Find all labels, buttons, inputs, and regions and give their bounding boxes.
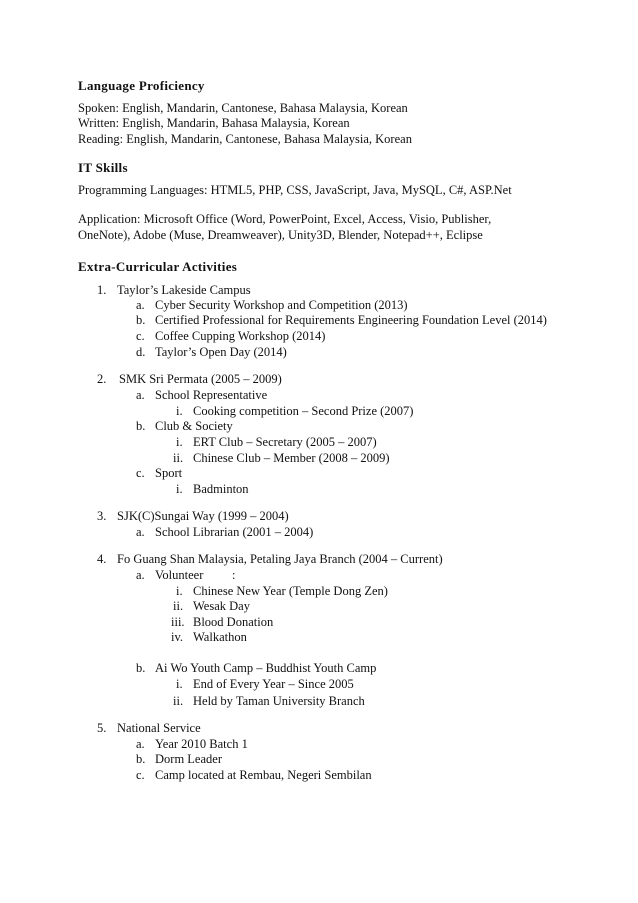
list-item: End of Every Year – Since 2005 (193, 677, 354, 691)
list-marker: i. (176, 584, 183, 598)
list-marker: b. (136, 752, 146, 766)
list-item: Wesak Day (193, 599, 250, 613)
list-item: ERT Club – Secretary (2005 – 2007) (193, 435, 377, 449)
programming-line: Programming Languages: HTML5, PHP, CSS, JavaScript, Java, MySQL, C#, ASP.Net (78, 183, 512, 197)
list-item-title: SJK(C)Sungai Way (1999 – 2004) (117, 509, 289, 523)
list-marker: c. (136, 329, 145, 343)
list-marker: ii. (173, 599, 184, 613)
list-item: Taylor’s Open Day (2014) (155, 345, 287, 359)
list-marker: i. (176, 677, 183, 691)
it-heading: IT Skills (78, 160, 128, 175)
list-marker: c. (136, 768, 145, 782)
application-line-2: OneNote), Adobe (Muse, Dreamweaver), Unity3D, Blender, Notepad++, Eclipse (78, 228, 483, 242)
list-item-title: Taylor’s Lakeside Campus (117, 283, 251, 297)
list-marker: a. (136, 388, 145, 402)
list-marker: i. (176, 482, 183, 496)
list-marker: iv. (171, 630, 184, 644)
list-item: Year 2010 Batch 1 (155, 737, 248, 751)
list-item: Sport (155, 466, 183, 480)
list-item: Dorm Leader (155, 752, 222, 766)
list-number: 2. (97, 372, 107, 386)
list-marker: b. (136, 313, 146, 327)
list-item: Walkathon (193, 630, 247, 644)
list-item: Chinese Club – Member (2008 – 2009) (193, 451, 390, 465)
written-line: Written: English, Mandarin, Bahasa Malaysia, Korean (78, 116, 350, 130)
list-number: 4. (97, 552, 107, 566)
list-item: Volunteer (155, 568, 204, 582)
list-number: 1. (97, 283, 107, 297)
list-marker: i. (176, 435, 183, 449)
list-marker: d. (136, 345, 146, 359)
list-marker: b. (136, 661, 146, 675)
language-heading: Language Proficiency (78, 78, 205, 93)
spoken-line: Spoken: English, Mandarin, Cantonese, Bahasa Malaysia, Korean (78, 101, 408, 115)
list-item: Camp located at Rembau, Negeri Sembilan (155, 768, 372, 782)
list-marker: ii. (173, 694, 184, 708)
list-item: Coffee Cupping Workshop (2014) (155, 329, 326, 343)
list-item: School Librarian (2001 – 2004) (155, 525, 314, 539)
list-item: Badminton (193, 482, 249, 496)
list-marker: iii. (171, 615, 185, 629)
list-number: 5. (97, 721, 107, 735)
list-marker: b. (136, 419, 146, 433)
application-line-1: Application: Microsoft Office (Word, PowerPoint, Excel, Access, Visio, Publisher, (78, 212, 492, 226)
list-item: Cyber Security Workshop and Competition (2013) (155, 298, 408, 312)
reading-line: Reading: English, Mandarin, Cantonese, Bahasa Malaysia, Korean (78, 132, 412, 146)
extra-heading: Extra-Curricular Activities (78, 259, 238, 274)
list-item: Ai Wo Youth Camp – Buddhist Youth Camp (155, 661, 377, 675)
list-item: Certified Professional for Requirements Engineering Foundation Level (2014) (155, 313, 547, 327)
list-marker: a. (136, 525, 145, 539)
list-marker: c. (136, 466, 145, 480)
list-item: School Representative (155, 388, 268, 402)
list-marker: a. (136, 298, 145, 312)
list-item: Chinese New Year (Temple Dong Zen) (193, 584, 388, 598)
list-item: Cooking competition – Second Prize (2007) (193, 404, 414, 418)
list-marker: i. (176, 404, 183, 418)
list-item: Blood Donation (193, 615, 274, 629)
list-marker: ii. (173, 451, 184, 465)
list-marker: a. (136, 737, 145, 751)
list-item: Club & Society (155, 419, 233, 433)
list-item-title: SMK Sri Permata (2005 – 2009) (119, 372, 282, 386)
list-marker: a. (136, 568, 145, 582)
list-item-title: Fo Guang Shan Malaysia, Petaling Jaya Branch (2004 – Current) (117, 552, 443, 566)
list-item-title: National Service (117, 721, 201, 735)
list-number: 3. (97, 509, 107, 523)
list-item: Held by Taman University Branch (193, 694, 365, 708)
list-colon: : (232, 568, 236, 582)
